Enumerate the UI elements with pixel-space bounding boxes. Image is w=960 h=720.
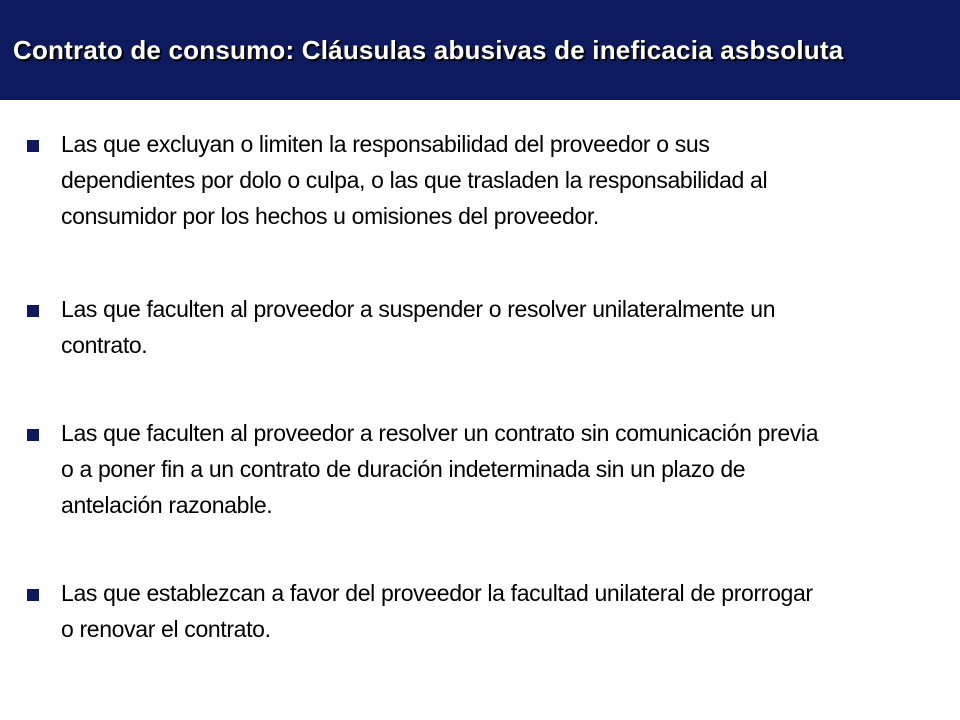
bullet-line: o renovar el contrato. [61, 616, 271, 642]
bullet-line: Las que excluyan o limiten la responsabilidad del proveedor o sus [61, 131, 710, 157]
square-bullet-icon [27, 589, 39, 601]
square-bullet-icon [27, 305, 39, 317]
bullet-text [61, 291, 941, 363]
square-bullet-icon [27, 429, 39, 441]
slide-title: Contrato de consumo: Cláusulas abusivas de ineficacia asbsoluta [13, 35, 844, 65]
square-bullet-icon [27, 140, 39, 152]
bullet-line: antelación razonable. [61, 492, 273, 518]
bullet-line: Las que faculten al proveedor a resolver un contrato sin comunicación previa [61, 420, 819, 446]
bullet-line: Las que faculten al proveedor a suspender o resolver unilateralmente un [61, 296, 776, 322]
bullet-text [61, 575, 941, 647]
bullet-line: o a poner fin a un contrato de duración indeterminada sin un plazo de [61, 456, 746, 482]
bullet-line: consumidor por los hechos u omisiones del proveedor. [61, 203, 599, 229]
bullet-line: dependientes por dolo o culpa, o las que trasladen la responsabilidad al [61, 167, 768, 193]
bullet-line: contrato. [61, 332, 148, 358]
bullet-text [61, 415, 941, 523]
bullet-line: Las que establezcan a favor del proveedor la facultad unilateral de prorrogar [61, 580, 813, 606]
bullet-text [61, 126, 941, 234]
